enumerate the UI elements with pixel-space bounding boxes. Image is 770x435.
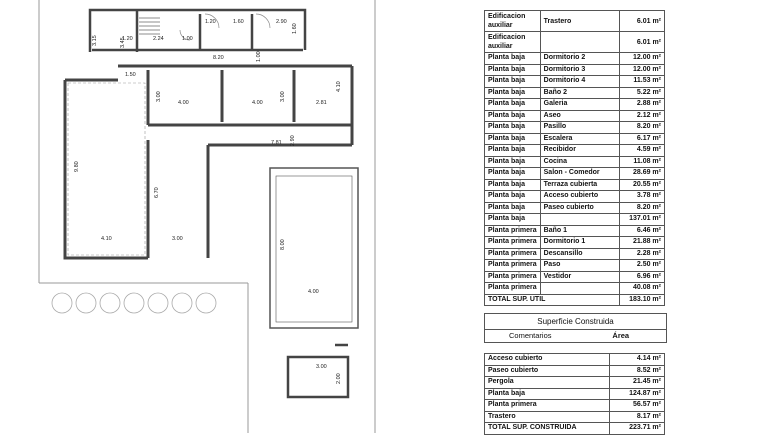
util-area-cell: 3.78 m² xyxy=(619,191,664,203)
util-area-cell: 12.00 m² xyxy=(619,64,664,76)
dim-label: 9.80 xyxy=(74,161,80,172)
util-total-row xyxy=(485,294,665,306)
util-floor-cell: Planta baja xyxy=(485,179,541,191)
util-row xyxy=(485,76,665,88)
util-area-cell: 20.55 m² xyxy=(619,179,664,191)
construida-area-cell: 4.14 m² xyxy=(610,354,665,366)
construida-rows xyxy=(485,354,665,423)
dim-label: 2.81 xyxy=(316,100,327,106)
construida-header xyxy=(484,329,667,343)
util-area-cell: 12.00 m² xyxy=(619,53,664,65)
util-floor-cell: Planta primera xyxy=(485,260,541,272)
construida-row xyxy=(485,365,665,377)
util-total-value: 183.10 m² xyxy=(619,294,664,306)
util-room-cell: Paseo cubierto xyxy=(540,202,619,214)
construida-row xyxy=(485,377,665,389)
util-room-cell: Trastero xyxy=(540,11,619,32)
util-floor-cell: Edificacion auxiliar xyxy=(485,11,541,32)
col-comments: Comentarios xyxy=(508,331,552,340)
dim-label: 1.60 xyxy=(292,23,298,34)
util-area-cell: 2.12 m² xyxy=(619,110,664,122)
util-row xyxy=(485,271,665,283)
util-floor-cell: Planta baja xyxy=(485,64,541,76)
door-swings xyxy=(180,14,270,40)
util-row xyxy=(485,133,665,145)
dim-label: 2.90 xyxy=(276,19,287,25)
dim-label: 4.00 xyxy=(178,100,189,106)
util-area-cell: 6.96 m² xyxy=(619,271,664,283)
util-room-cell: Dormitorio 2 xyxy=(540,53,619,65)
dim-label: 6.70 xyxy=(154,187,160,198)
dim-label: 4.10 xyxy=(101,236,112,242)
util-room-cell: Cocina xyxy=(540,156,619,168)
util-floor-cell: Planta baja xyxy=(485,156,541,168)
util-row xyxy=(485,64,665,76)
dim-label: 4.00 xyxy=(308,289,319,295)
util-row xyxy=(485,214,665,226)
construida-label-cell: Pergola xyxy=(485,377,610,389)
util-row xyxy=(485,168,665,180)
construida-row xyxy=(485,388,665,400)
construida-label-cell: Planta baja xyxy=(485,388,610,400)
util-area-cell: 8.20 m² xyxy=(619,122,664,134)
construida-row xyxy=(485,400,665,412)
util-row xyxy=(485,53,665,65)
util-area-cell: 2.28 m² xyxy=(619,248,664,260)
util-room-cell: Escalera xyxy=(540,133,619,145)
util-row xyxy=(485,260,665,272)
dim-label: 3.00 xyxy=(172,236,183,242)
util-floor-cell: Planta primera xyxy=(485,225,541,237)
util-row xyxy=(485,191,665,203)
construida-label-cell: Acceso cubierto xyxy=(485,354,610,366)
util-room-cell: Dormitorio 3 xyxy=(540,64,619,76)
storage-shed xyxy=(288,345,348,397)
util-floor-cell: Planta baja xyxy=(485,191,541,203)
util-row xyxy=(485,11,665,32)
util-row xyxy=(485,202,665,214)
dim-label: 1.20 xyxy=(122,36,133,42)
construida-row xyxy=(485,354,665,366)
util-room-cell xyxy=(540,214,619,226)
dim-label: 3.15 xyxy=(92,35,98,46)
util-floor-cell: Planta primera xyxy=(485,237,541,249)
construida-total-row xyxy=(485,423,665,435)
construida-total-label: TOTAL SUP. CONSTRUIDA xyxy=(485,423,610,435)
util-floor-cell: Planta baja xyxy=(485,122,541,134)
construida-label-cell: Trastero xyxy=(485,411,610,423)
util-floor-cell: Planta baja xyxy=(485,110,541,122)
dim-label: 1.50 xyxy=(125,72,136,78)
dim-label: 4.00 xyxy=(252,100,263,106)
util-area-cell: 21.88 m² xyxy=(619,237,664,249)
dim-label: 2.90 xyxy=(290,135,296,146)
util-floor-cell: Planta baja xyxy=(485,145,541,157)
house-walls xyxy=(65,66,352,258)
dim-label: 8.00 xyxy=(280,239,286,250)
util-area-cell: 11.08 m² xyxy=(619,156,664,168)
dim-label: 2.24 xyxy=(153,36,164,42)
util-area-cell: 6.01 m² xyxy=(619,11,664,32)
util-room-cell: Terraza cubierta xyxy=(540,179,619,191)
dim-label: 3.45 xyxy=(120,37,126,48)
util-room-cell: Descansillo xyxy=(540,248,619,260)
util-room-cell: Baño 1 xyxy=(540,225,619,237)
util-room-cell: Vestidor xyxy=(540,271,619,283)
util-room-cell: Pasillo xyxy=(540,122,619,134)
util-floor-cell: Planta baja xyxy=(485,168,541,180)
util-area-cell: 11.53 m² xyxy=(619,76,664,88)
util-floor-cell: Planta baja xyxy=(485,99,541,111)
util-floor-cell: Planta baja xyxy=(485,214,541,226)
util-row xyxy=(485,248,665,260)
util-area-cell: 2.50 m² xyxy=(619,260,664,272)
dim-label: 7.81 xyxy=(271,140,282,146)
util-row xyxy=(485,110,665,122)
util-floor-cell: Planta baja xyxy=(485,53,541,65)
dim-label: 1.00 xyxy=(256,51,262,62)
construida-title: Superficie Construida xyxy=(484,313,667,330)
util-room-cell: Salon - Comedor xyxy=(540,168,619,180)
util-row xyxy=(485,99,665,111)
util-row xyxy=(485,145,665,157)
dim-label: 1.00 xyxy=(182,36,193,42)
util-area-cell: 4.59 m² xyxy=(619,145,664,157)
util-room-cell: Paso xyxy=(540,260,619,272)
dim-label: 1.60 xyxy=(233,19,244,25)
util-room-cell xyxy=(540,32,619,53)
util-row xyxy=(485,283,665,295)
dim-label: 3.00 xyxy=(156,91,162,102)
util-floor-cell: Planta primera xyxy=(485,283,541,295)
util-area-cell: 6.46 m² xyxy=(619,225,664,237)
util-area-cell: 6.01 m² xyxy=(619,32,664,53)
util-row xyxy=(485,179,665,191)
util-room-cell: Acceso cubierto xyxy=(540,191,619,203)
util-room-cell: Galeria xyxy=(540,99,619,111)
stair xyxy=(139,18,160,34)
util-room-cell xyxy=(540,283,619,295)
col-area: Área xyxy=(612,331,630,340)
util-area-cell: 137.01 m² xyxy=(619,214,664,226)
util-row xyxy=(485,87,665,99)
util-row xyxy=(485,122,665,134)
util-row xyxy=(485,237,665,249)
util-room-cell: Dormitorio 4 xyxy=(540,76,619,88)
util-total-label: TOTAL SUP. UTIL xyxy=(485,294,620,306)
dim-label: 3.00 xyxy=(280,91,286,102)
util-room-cell: Dormitorio 1 xyxy=(540,237,619,249)
util-floor-cell: Planta baja xyxy=(485,87,541,99)
util-area-cell: 40.08 m² xyxy=(619,283,664,295)
dim-label: 1.20 xyxy=(205,19,216,25)
util-floor-cell: Edificacion auxiliar xyxy=(485,32,541,53)
dim-label: 3.00 xyxy=(316,364,327,370)
util-rows xyxy=(485,11,665,295)
construida-area-cell: 8.52 m² xyxy=(610,365,665,377)
util-floor-cell: Planta baja xyxy=(485,76,541,88)
util-floor-cell: Planta primera xyxy=(485,271,541,283)
util-row xyxy=(485,225,665,237)
util-area-cell: 2.88 m² xyxy=(619,99,664,111)
util-room-cell: Recibidor xyxy=(540,145,619,157)
construida-area-cell: 8.17 m² xyxy=(610,411,665,423)
util-area-cell: 6.17 m² xyxy=(619,133,664,145)
dim-label: 4.10 xyxy=(336,81,342,92)
tree-row xyxy=(52,293,216,313)
construida-total-value: 223.71 m² xyxy=(610,423,665,435)
util-floor-cell: Planta baja xyxy=(485,133,541,145)
util-floor-cell: Planta primera xyxy=(485,248,541,260)
construida-area-cell: 56.57 m² xyxy=(610,400,665,412)
dim-label: 8.20 xyxy=(213,55,224,61)
dim-label: 2.00 xyxy=(336,373,342,384)
util-row xyxy=(485,156,665,168)
util-row xyxy=(485,32,665,53)
util-room-cell: Aseo xyxy=(540,110,619,122)
util-area-cell: 5.22 m² xyxy=(619,87,664,99)
construida-area-cell: 21.45 m² xyxy=(610,377,665,389)
util-floor-cell: Planta baja xyxy=(485,202,541,214)
util-area-cell: 28.69 m² xyxy=(619,168,664,180)
construida-table xyxy=(484,353,665,435)
superficie-util-table xyxy=(484,10,665,306)
construida-row xyxy=(485,411,665,423)
util-room-cell: Baño 2 xyxy=(540,87,619,99)
construida-area-cell: 124.87 m² xyxy=(610,388,665,400)
construida-label-cell: Paseo cubierto xyxy=(485,365,610,377)
util-area-cell: 8.20 m² xyxy=(619,202,664,214)
construida-label-cell: Planta primera xyxy=(485,400,610,412)
